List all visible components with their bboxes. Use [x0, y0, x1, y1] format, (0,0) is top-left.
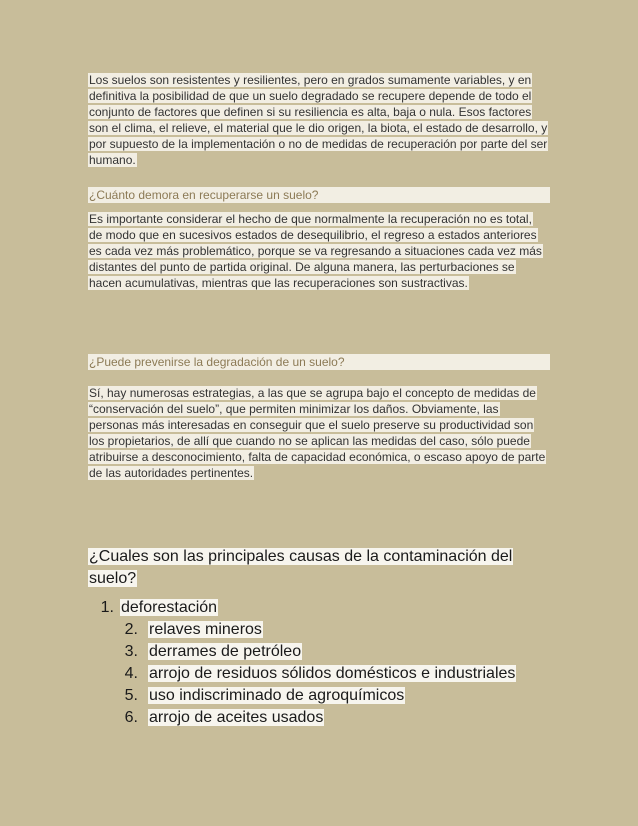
question-prevention: ¿Puede prevenirse la degradación de un suelo? — [88, 354, 550, 370]
list-item-number: 6. — [124, 709, 138, 726]
list-item-text: relaves mineros — [149, 621, 262, 638]
paragraph-prevention — [88, 385, 548, 481]
question-recovery-time: ¿Cuánto demora en recuperarse un suelo? — [88, 187, 550, 203]
paragraph-prevention-text: Sí, hay numerosas estrategias, a las que se agrupa bajo el concepto de medidas de “conservación del suelo”, que permiten minimizar los daños. Obviamente, las personas más interesadas en conseguir que el suelo preserve su productividad son los propietarios, de allí que cuando no se aplican las medidas del caso, sólo puede atribuirse a desconocimiento, falta de capacidad económica, o escaso apoyo de parte de las autoridades pertinentes. — [89, 386, 546, 480]
causes-list — [88, 597, 516, 729]
list-item — [88, 707, 516, 729]
paragraph-resilience — [88, 72, 548, 168]
list-item-number: 2. — [124, 621, 138, 638]
list-item-number: 1. — [100, 599, 114, 616]
list-item — [88, 685, 516, 707]
paragraph-resilience-text: Los suelos son resistentes y resilientes, pero en grados sumamente variables, y en definitiva la posibilidad de que un suelo degradado se recupere depende de todo el conjunto de factores que definen si su resiliencia es alta, baja o nula. Esos factores son el clima, el relieve, el material que le dio origen, la biota, el estado de desarrollo, y por supuesto de la implementación o no de medidas de recuperación por parte del ser humano. — [89, 73, 548, 167]
list-item — [88, 663, 516, 685]
list-item — [88, 619, 516, 641]
paragraph-recovery-text: Es importante considerar el hecho de que normalmente la recuperación no es total, de modo que en sucesivos estados de desequilibrio, el regreso a estados anteriores es cada vez más problemático, porque se va regresando a situaciones cada vez más distantes del punto de partida original. De alguna manera, las perturbaciones se hacen acumulativas, mientras que las recuperaciones son sustractivas. — [89, 212, 542, 290]
list-item — [88, 641, 516, 663]
list-item — [88, 597, 516, 619]
causes-title — [88, 546, 528, 590]
list-item-text: uso indiscriminado de agroquímicos — [149, 687, 405, 704]
list-item-number: 5. — [124, 687, 138, 704]
list-item-text: arrojo de residuos sólidos domésticos e industriales — [149, 665, 516, 682]
causes-title-text: ¿Cuales son las principales causas de la contaminación del suelo? — [89, 548, 513, 587]
paragraph-recovery — [88, 211, 548, 291]
list-item-number: 4. — [124, 665, 138, 682]
list-item-text: arrojo de aceites usados — [149, 709, 324, 726]
list-item-number: 3. — [124, 643, 138, 660]
list-item-text: derrames de petróleo — [149, 643, 302, 660]
list-item-text: deforestación — [121, 599, 218, 616]
